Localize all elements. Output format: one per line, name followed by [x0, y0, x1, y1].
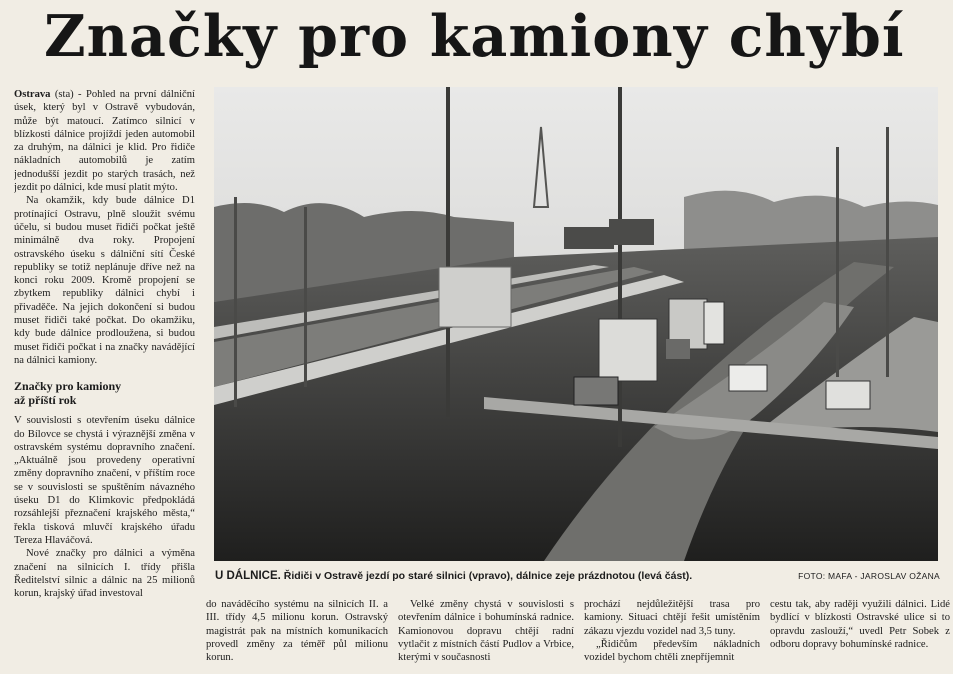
article-paragraph: cestu tak, aby raději využili dálnici. Lidé bydlící v blízkosti Ostravské ulice si to opravdu zaslouží,“ uvedl Petr Sobek z odboru dopravy bohumínské radnice.: [770, 599, 950, 650]
article-paragraph: prochází nejdůležitější trasa pro kamiony. Situaci chtějí řešit umístěním zákazu vjezdu vozidel nad 3,5 tuny.: [584, 599, 760, 637]
article-paragraph: do naváděcího systému na silnicích II. a III. třídy 4,5 milionu korun. Ostravský magistrát pak na místních komunikacích provedl změny za téměř půl milionu korun.: [206, 599, 388, 664]
article-column-1: [14, 88, 195, 674]
article-paragraph: Velké změny chystá v souvislosti s otevřením dálnice i bohumínská radnice. Kamionovou dopravu chtějí radní vytlačit z místních částí Pudlov a Vrbice, kterými v současnosti: [398, 599, 574, 664]
article-paragraph: Na okamžik, kdy bude dálnice D1 protínající Ostravu, plně sloužit svému účelu, si budou muset řidiči počkat ještě minimálně dva roky. Propojení ostravského úseku s dálniční sítí České republiky se totiž neplánuje dříve než na konci roku 2009. Kromě propojení se zbytkem republiky dálnici chybí i přivaděče. Na jejich dokončení si budou muset řidiči také počkat. Do okamžiku, kdy bude dálnice prodloužena, si budou muset řidiči počkat i na značky navádějící na dálnici kamiony.: [14, 195, 195, 366]
article-paragraph: [14, 88, 195, 194]
article-paragraph: Nové značky pro dálnici a výměna značení na silnicích I. třídy přišla Ředitelství silnic a dálnic na 25 milionů korun, krajský úřad investoval: [14, 548, 195, 600]
article-column-3: [398, 598, 574, 674]
article-column-5: [770, 598, 950, 674]
article-paragraph: „Řidičům především nákladních vozidel bychom chtěli znepříjemnit: [584, 638, 760, 664]
subheading-line-2: až příští rok: [14, 393, 77, 408]
article-paragraph: V souvislosti s otevřením úseku dálnice do Bílovce se chystá i výraznější změna v ostravském systému dopravního značení. „Aktuálně jsou provedeny operativní změny dopravního značení, v příštím roce se v souvislosti se spuštěním návazného úseku D1 do Klimkovic předpokládá rozsáhlejší přeznačení krajského města,“ řekla tisková mluvčí krajského úřadu Tereza Hlaváčová.: [14, 415, 195, 546]
headline: Značky pro kamiony chybí: [44, 3, 905, 70]
dateline: Ostrava: [14, 89, 51, 100]
paragraph-text: (sta) - Pohled na první dálniční úsek, který byl v Ostravě vybudován, může být matoucí. Zatímco silnicí v blízkosti dálnice projíždí jeden automobil za druhým, na dálnici je klid. Pro řidiče nákladních automobilů je zatím jednodušší jezdit po starých trasách, než jezdit po dálnici, kde musí platit mýto.: [14, 89, 195, 194]
article-column-4: [584, 598, 760, 674]
caption-text: Řidiči v Ostravě jezdí po staré silnici (vpravo), dálnice zeje prázdnotou (levá část).: [280, 570, 693, 582]
photo-credit: FOTO: MAFA - JAROSLAV OŽANA: [798, 571, 940, 581]
subheading-line-1: Značky pro kamiony: [14, 379, 122, 394]
caption-lead: U DÁLNICE.: [215, 570, 281, 582]
article-column-2: [206, 598, 388, 674]
highway-photo: [214, 87, 938, 561]
highway-photo-illustration: [214, 87, 938, 561]
photo-caption: [215, 568, 940, 584]
subheading: [14, 379, 195, 407]
